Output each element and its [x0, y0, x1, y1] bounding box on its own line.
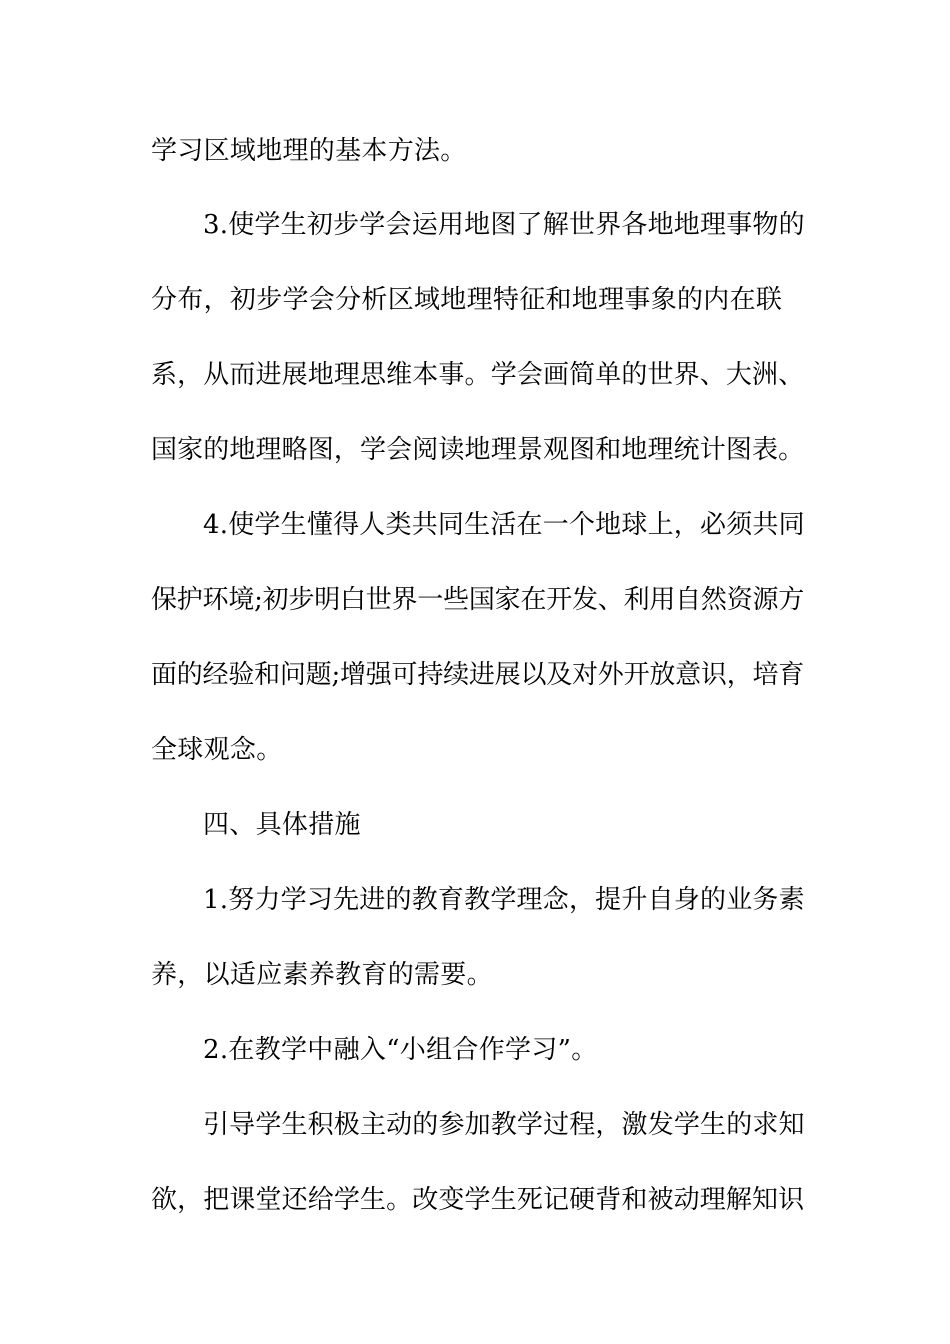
section-heading: 四、具体措施: [203, 810, 361, 840]
paragraph-line: 面的经验和问题;增强可持续进展以及对外开放意识，培育: [151, 660, 805, 690]
paragraph-line: 养，以适应素养教育的需要。: [151, 960, 493, 990]
paragraph-line: 国家的地理略图，学会阅读地理景观图和地理统计图表。: [151, 435, 805, 465]
paragraph-line: 系，从而进展地理思维本事。学会画简单的世界、大洲、: [151, 360, 805, 390]
paragraph-line: 1.努力学习先进的教育教学理念，提升自身的业务素: [203, 885, 805, 915]
paragraph-line: 分布，初步学会分析区域地理特征和地理事象的内在联: [151, 285, 783, 315]
paragraph-line: 欲，把课堂还给学生。改变学生死记硬背和被动理解知识: [151, 1185, 805, 1215]
paragraph-line: 保护环境;初步明白世界一些国家在开发、利用自然资源方: [151, 585, 805, 615]
paragraph-line: 2.在教学中融入“小组合作学习”。: [203, 1035, 598, 1065]
paragraph-line: 全球观念。: [151, 735, 283, 765]
paragraph-line: 3.使学生初步学会运用地图了解世界各地地理事物的: [203, 210, 805, 240]
paragraph-line: 4.使学生懂得人类共同生活在一个地球上，必须共同: [203, 510, 805, 540]
paragraph-line: 学习区域地理的基本方法。: [151, 136, 467, 166]
paragraph-line: 引导学生积极主动的参加教学过程，激发学生的求知: [203, 1110, 805, 1140]
